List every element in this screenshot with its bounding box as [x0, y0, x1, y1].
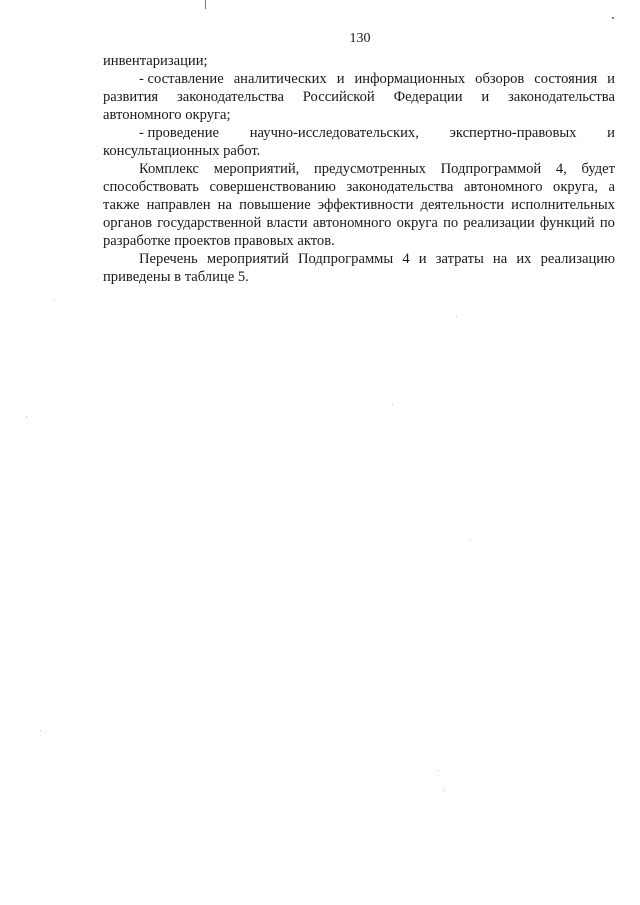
word: будет — [581, 161, 615, 177]
word: мероприятий, — [213, 161, 300, 177]
word: также — [103, 197, 140, 213]
text-line — [103, 196, 615, 214]
word: на — [492, 251, 508, 267]
word: предусмотренных — [313, 161, 426, 177]
word: исполнительных — [511, 197, 615, 213]
word: способствовать — [103, 179, 199, 195]
word: реализации — [463, 215, 535, 231]
word: деятельности — [420, 197, 505, 213]
scan-speck — [444, 790, 445, 791]
word: Комплекс — [139, 161, 200, 177]
word: направлен — [146, 197, 211, 213]
word: округа, — [553, 179, 598, 195]
scan-speck — [438, 770, 439, 771]
word: по — [443, 215, 459, 231]
word: повышение — [239, 197, 311, 213]
word: законодательства — [508, 89, 615, 105]
word: экспертно-правовых — [449, 125, 577, 141]
word: округа — [396, 215, 438, 231]
word: Перечень — [139, 251, 198, 267]
paragraph — [103, 70, 615, 124]
word: органов — [103, 215, 153, 231]
word: и — [481, 89, 490, 105]
word: приведены в таблице 5. — [103, 269, 249, 285]
word: и — [607, 71, 615, 87]
scan-speck — [392, 404, 393, 405]
scan-speck — [26, 416, 27, 417]
word: научно-исследовательских, — [249, 125, 419, 141]
paragraph — [103, 52, 615, 70]
word: разработке проектов правовых актов. — [103, 233, 335, 249]
word: автономного округа; — [103, 107, 231, 123]
paragraph — [103, 250, 615, 286]
word: их — [516, 251, 532, 267]
text-line — [103, 52, 615, 70]
text-line — [103, 124, 615, 142]
word: эффективности — [317, 197, 414, 213]
word: мероприятий — [206, 251, 289, 267]
scan-dot — [612, 17, 614, 19]
word: Российской — [302, 89, 375, 105]
text-line — [103, 232, 615, 250]
word: аналитических — [233, 71, 327, 87]
text-line — [103, 160, 615, 178]
paragraph — [103, 160, 615, 250]
text-line — [103, 250, 615, 268]
text-line — [103, 106, 615, 124]
text-line — [103, 178, 615, 196]
word: и — [336, 71, 345, 87]
scan-speck — [40, 730, 41, 731]
word: государственной — [157, 215, 262, 231]
word: Федерации — [393, 89, 463, 105]
word: функций — [539, 215, 595, 231]
text-line — [103, 88, 615, 106]
word: затраты — [435, 251, 484, 267]
word: совершенствованию — [209, 179, 336, 195]
text-line — [103, 214, 615, 232]
scan-mark — [205, 0, 206, 9]
word: по — [599, 215, 615, 231]
scan-speck — [470, 540, 471, 541]
word: автономного — [463, 179, 543, 195]
word: власти — [266, 215, 308, 231]
word: 4, — [555, 161, 567, 177]
text-line — [103, 70, 615, 88]
word: консультационных работ. — [103, 143, 261, 159]
word: законодательства — [177, 89, 284, 105]
word: 4 — [402, 251, 410, 267]
word: развития — [103, 89, 159, 105]
word: Подпрограммы — [297, 251, 394, 267]
word: Подпрограммой — [440, 161, 542, 177]
paragraph — [103, 124, 615, 160]
body-text — [103, 52, 615, 286]
word: - проведение — [139, 125, 220, 141]
word: законодательства — [346, 179, 454, 195]
text-line — [103, 268, 615, 286]
word: и — [418, 251, 427, 267]
word: - составление — [139, 71, 224, 87]
word: на — [217, 197, 232, 213]
word: реализацию — [540, 251, 615, 267]
word: а — [608, 179, 615, 195]
scan-speck — [54, 300, 55, 301]
text-line — [103, 142, 615, 160]
word: инвентаризации; — [103, 53, 208, 69]
word: и — [607, 125, 615, 141]
scan-speck — [456, 316, 457, 317]
word: обзоров — [475, 71, 525, 87]
word: автономного — [312, 215, 392, 231]
page-number: 130 — [349, 31, 371, 46]
word: информационных — [354, 71, 466, 87]
word: состояния — [534, 71, 598, 87]
